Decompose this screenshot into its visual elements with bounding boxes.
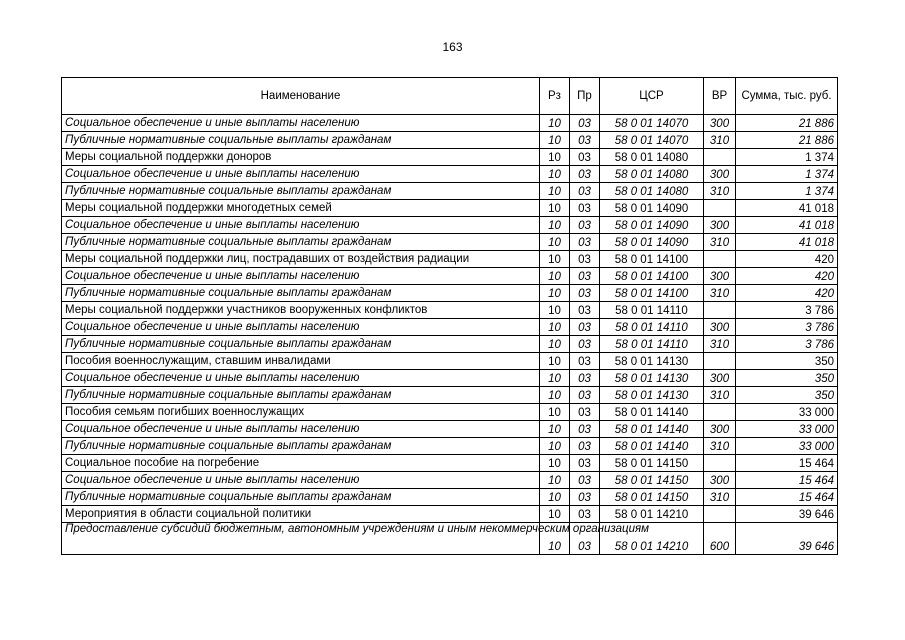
cell-csr: 58 0 01 14090 (600, 234, 704, 251)
cell-rz: 10 (540, 217, 570, 234)
cell-pr: 03 (570, 217, 600, 234)
cell-rz: 10 (540, 302, 570, 319)
cell-vr (704, 149, 736, 166)
cell-csr: 58 0 01 14140 (600, 438, 704, 455)
cell-pr: 03 (570, 285, 600, 302)
cell-pr: 03 (570, 387, 600, 404)
cell-vr: 300 (704, 370, 736, 387)
cell-rz: 10 (540, 370, 570, 387)
cell-csr: 58 0 01 14080 (600, 166, 704, 183)
header-sum: Сумма, тыс. руб. (736, 78, 838, 115)
cell-rz: 10 (540, 353, 570, 370)
cell-csr: 58 0 01 14100 (600, 251, 704, 268)
cell-name: Публичные нормативные социальные выплаты гражданам (62, 336, 540, 353)
cell-rz: 10 (540, 472, 570, 489)
table-row (62, 268, 838, 285)
cell-rz: 10 (540, 404, 570, 421)
cell-pr: 03 (570, 166, 600, 183)
cell-pr: 03 (570, 455, 600, 472)
cell-name: Социальное обеспечение и иные выплаты населению (62, 115, 540, 132)
table-row (62, 166, 838, 183)
cell-rz: 10 (540, 506, 570, 523)
cell-vr: 310 (704, 234, 736, 251)
cell-sum: 350 (736, 353, 838, 370)
cell-rz: 10 (540, 251, 570, 268)
cell-name: Меры социальной поддержки лиц, пострадавших от воздействия радиации (62, 251, 540, 268)
cell-rz: 10 (540, 489, 570, 506)
cell-csr: 58 0 01 14210 (600, 523, 704, 555)
cell-name: Социальное обеспечение и иные выплаты населению (62, 268, 540, 285)
cell-sum: 420 (736, 285, 838, 302)
cell-vr: 310 (704, 489, 736, 506)
cell-pr: 03 (570, 370, 600, 387)
cell-pr: 03 (570, 353, 600, 370)
cell-vr: 310 (704, 285, 736, 302)
cell-csr: 58 0 01 14130 (600, 387, 704, 404)
cell-rz: 10 (540, 285, 570, 302)
cell-name: Меры социальной поддержки доноров (62, 149, 540, 166)
cell-rz: 10 (540, 234, 570, 251)
cell-name: Публичные нормативные социальные выплаты гражданам (62, 234, 540, 251)
cell-name: Социальное обеспечение и иные выплаты населению (62, 217, 540, 234)
cell-name: Публичные нормативные социальные выплаты гражданам (62, 183, 540, 200)
cell-pr: 03 (570, 251, 600, 268)
cell-pr: 03 (570, 319, 600, 336)
header-pr: Пр (570, 78, 600, 115)
table-row (62, 132, 838, 149)
header-name: Наименование (62, 78, 540, 115)
table-row (62, 472, 838, 489)
cell-pr: 03 (570, 438, 600, 455)
cell-csr: 58 0 01 14210 (600, 506, 704, 523)
cell-sum: 3 786 (736, 302, 838, 319)
table-row (62, 455, 838, 472)
cell-name: Публичные нормативные социальные выплаты гражданам (62, 132, 540, 149)
cell-pr: 03 (570, 268, 600, 285)
table-row (62, 319, 838, 336)
table-row (62, 302, 838, 319)
cell-sum: 420 (736, 268, 838, 285)
cell-sum: 3 786 (736, 336, 838, 353)
cell-sum: 350 (736, 370, 838, 387)
cell-name: Меры социальной поддержки участников вооруженных конфликтов (62, 302, 540, 319)
cell-csr: 58 0 01 14130 (600, 370, 704, 387)
cell-csr: 58 0 01 14110 (600, 319, 704, 336)
cell-csr: 58 0 01 14150 (600, 489, 704, 506)
table-row (62, 387, 838, 404)
cell-sum: 39 646 (736, 523, 838, 555)
table-header-row (62, 78, 838, 115)
cell-sum: 15 464 (736, 489, 838, 506)
cell-sum: 15 464 (736, 472, 838, 489)
cell-vr: 310 (704, 132, 736, 149)
cell-sum: 41 018 (736, 200, 838, 217)
cell-sum: 21 886 (736, 132, 838, 149)
cell-name: Социальное обеспечение и иные выплаты населению (62, 319, 540, 336)
cell-vr: 310 (704, 387, 736, 404)
cell-vr (704, 353, 736, 370)
cell-name: Социальное обеспечение и иные выплаты населению (62, 370, 540, 387)
cell-sum: 41 018 (736, 217, 838, 234)
cell-csr: 58 0 01 14080 (600, 149, 704, 166)
cell-vr: 300 (704, 115, 736, 132)
cell-csr: 58 0 01 14100 (600, 285, 704, 302)
table-row (62, 353, 838, 370)
table-row (62, 217, 838, 234)
cell-name: Публичные нормативные социальные выплаты гражданам (62, 387, 540, 404)
cell-sum: 15 464 (736, 455, 838, 472)
table-row (62, 370, 838, 387)
cell-name: Социальное пособие на погребение (62, 455, 540, 472)
cell-vr: 300 (704, 268, 736, 285)
table-row (62, 149, 838, 166)
cell-csr: 58 0 01 14080 (600, 183, 704, 200)
cell-vr: 300 (704, 421, 736, 438)
table-row (62, 506, 838, 523)
cell-vr: 300 (704, 217, 736, 234)
table-row (62, 421, 838, 438)
cell-pr: 03 (570, 336, 600, 353)
cell-sum: 1 374 (736, 149, 838, 166)
cell-csr: 58 0 01 14150 (600, 472, 704, 489)
cell-sum: 1 374 (736, 183, 838, 200)
cell-name: Социальное обеспечение и иные выплаты населению (62, 421, 540, 438)
table-row (62, 251, 838, 268)
cell-name: Социальное обеспечение и иные выплаты населению (62, 472, 540, 489)
cell-sum: 1 374 (736, 166, 838, 183)
table-row (62, 285, 838, 302)
cell-sum: 33 000 (736, 421, 838, 438)
cell-sum: 41 018 (736, 234, 838, 251)
header-vr: ВР (704, 78, 736, 115)
cell-rz: 10 (540, 438, 570, 455)
cell-vr: 310 (704, 438, 736, 455)
cell-pr: 03 (570, 506, 600, 523)
cell-vr: 300 (704, 319, 736, 336)
cell-rz: 10 (540, 132, 570, 149)
table-row (62, 523, 838, 555)
cell-pr: 03 (570, 115, 600, 132)
page-number: 163 (442, 40, 463, 54)
cell-csr: 58 0 01 14090 (600, 217, 704, 234)
table-row (62, 336, 838, 353)
cell-vr (704, 404, 736, 421)
table-row (62, 234, 838, 251)
cell-vr: 300 (704, 472, 736, 489)
cell-name: Социальное обеспечение и иные выплаты населению (62, 166, 540, 183)
cell-rz: 10 (540, 421, 570, 438)
header-csr: ЦСР (600, 78, 704, 115)
table-row (62, 115, 838, 132)
cell-rz: 10 (540, 523, 570, 555)
table-body (62, 115, 838, 555)
cell-rz: 10 (540, 166, 570, 183)
cell-name: Публичные нормативные социальные выплаты гражданам (62, 438, 540, 455)
cell-name: Предоставление субсидий бюджетным, автономным учреждениям и иным некоммерческим организациям (62, 523, 540, 555)
cell-vr (704, 506, 736, 523)
cell-rz: 10 (540, 319, 570, 336)
cell-vr: 600 (704, 523, 736, 555)
cell-pr: 03 (570, 472, 600, 489)
cell-rz: 10 (540, 387, 570, 404)
table-row (62, 404, 838, 421)
table-row (62, 438, 838, 455)
cell-pr: 03 (570, 200, 600, 217)
cell-sum: 33 000 (736, 438, 838, 455)
cell-sum: 21 886 (736, 115, 838, 132)
cell-pr: 03 (570, 132, 600, 149)
cell-name: Мероприятия в области социальной политики (62, 506, 540, 523)
cell-name: Меры социальной поддержки многодетных семей (62, 200, 540, 217)
cell-csr: 58 0 01 14070 (600, 115, 704, 132)
cell-pr: 03 (570, 489, 600, 506)
cell-pr: 03 (570, 183, 600, 200)
cell-csr: 58 0 01 14140 (600, 421, 704, 438)
cell-name: Публичные нормативные социальные выплаты гражданам (62, 489, 540, 506)
cell-rz: 10 (540, 336, 570, 353)
cell-vr: 310 (704, 183, 736, 200)
cell-vr: 300 (704, 166, 736, 183)
table-row (62, 200, 838, 217)
table-row (62, 183, 838, 200)
cell-pr: 03 (570, 421, 600, 438)
cell-pr: 03 (570, 404, 600, 421)
cell-pr: 03 (570, 149, 600, 166)
cell-rz: 10 (540, 268, 570, 285)
cell-sum: 39 646 (736, 506, 838, 523)
header-rz: Рз (540, 78, 570, 115)
cell-rz: 10 (540, 200, 570, 217)
cell-vr (704, 302, 736, 319)
cell-csr: 58 0 01 14110 (600, 302, 704, 319)
table-row (62, 489, 838, 506)
cell-sum: 33 000 (736, 404, 838, 421)
cell-name: Публичные нормативные социальные выплаты гражданам (62, 285, 540, 302)
cell-rz: 10 (540, 115, 570, 132)
cell-vr (704, 455, 736, 472)
cell-vr (704, 251, 736, 268)
cell-csr: 58 0 01 14100 (600, 268, 704, 285)
cell-pr: 03 (570, 302, 600, 319)
cell-csr: 58 0 01 14110 (600, 336, 704, 353)
cell-csr: 58 0 01 14090 (600, 200, 704, 217)
cell-rz: 10 (540, 183, 570, 200)
budget-table (61, 77, 838, 555)
cell-vr: 310 (704, 336, 736, 353)
cell-rz: 10 (540, 455, 570, 472)
cell-sum: 350 (736, 387, 838, 404)
cell-sum: 3 786 (736, 319, 838, 336)
cell-name: Пособия военнослужащим, ставшим инвалидами (62, 353, 540, 370)
cell-rz: 10 (540, 149, 570, 166)
cell-pr: 03 (570, 234, 600, 251)
cell-pr: 03 (570, 523, 600, 555)
cell-csr: 58 0 01 14130 (600, 353, 704, 370)
cell-csr: 58 0 01 14070 (600, 132, 704, 149)
cell-csr: 58 0 01 14140 (600, 404, 704, 421)
cell-name: Пособия семьям погибших военнослужащих (62, 404, 540, 421)
cell-vr (704, 200, 736, 217)
cell-sum: 420 (736, 251, 838, 268)
cell-csr: 58 0 01 14150 (600, 455, 704, 472)
